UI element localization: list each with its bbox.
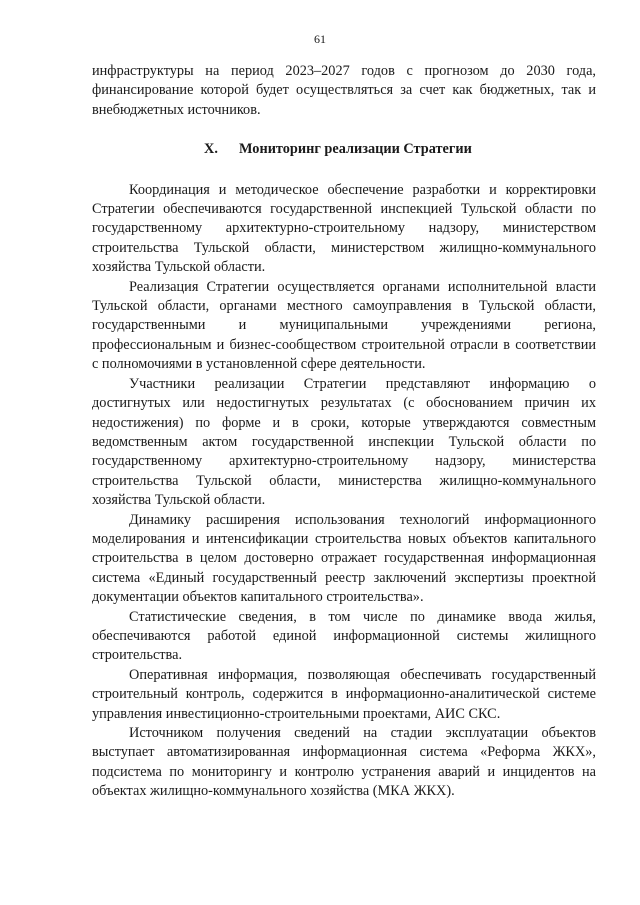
paragraph-coordination: Координация и методическое обеспечение разработки и корректировки Стратегии обеспечиваются государственной инспекцией Тульской области по государственному архитектурно-строительному надзору, министерством строительства Тульской области, министерством жилищно-коммунального хозяйства Тульской области. bbox=[92, 181, 596, 276]
paragraph-operational-info: Оперативная информация, позволяющая обеспечивать государственный строительный контроль, содержится в информационно-аналитической системе управления инвестиционно-строительными проектами, АИС СКС. bbox=[92, 666, 596, 722]
paragraph-participants: Участники реализации Стратегии представляют информацию о достигнутых или недостигнутых результатах (с обоснованием причин их недостижения) по форме и в сроки, которые утверждаются совместным ведомственным актом государственной инспекции Тульской области по государственному архитектурно-строительному надзору, министерства строительства Тульской области, министерства жилищно-коммунального хозяйства Тульской области. bbox=[92, 375, 596, 509]
paragraph-bim-dynamics: Динамику расширения использования технологий информационного моделирования и интенсификации строительства новых объектов капитального строительства в целом достоверно отражает государственная информационная система «Единый государственный реестр заключений экспертизы проектной документации объектов капитального строительства». bbox=[92, 511, 596, 606]
section-heading bbox=[92, 140, 596, 159]
paragraph-operation-stage: Источником получения сведений на стадии эксплуатации объектов выступает автоматизированная информационная система «Реформа ЖКХ», подсистема по мониторингу и контролю устранения аварий и инцидентов на объектах жилищно-коммунального хозяйства (МКА ЖКХ). bbox=[92, 725, 596, 800]
section-title: Мониторинг реализации Стратегии bbox=[239, 141, 472, 158]
paragraph-implementation: Реализация Стратегии осуществляется органами исполнительной власти Тульской области, органами местного самоуправления в Тульской области, государственными и муниципальными учреждениями региона, профессиональным и бизнес-сообществом строительной отрасли в соответствии с полномочиями в установленной сфере деятельности. bbox=[92, 278, 596, 373]
section-number: X. bbox=[204, 141, 218, 158]
intro-paragraph: инфраструктуры на период 2023–2027 годов с прогнозом до 2030 года, финансирование которой будет осуществляться за счет как бюджетных, так и внебюджетных источников. bbox=[92, 63, 596, 118]
page-number: 61 bbox=[314, 32, 326, 46]
document-body bbox=[92, 62, 596, 802]
paragraph-statistics: Статистические сведения, в том числе по динамике ввода жилья, обеспечиваются работой единой информационной системы жилищного строительства. bbox=[92, 608, 596, 664]
